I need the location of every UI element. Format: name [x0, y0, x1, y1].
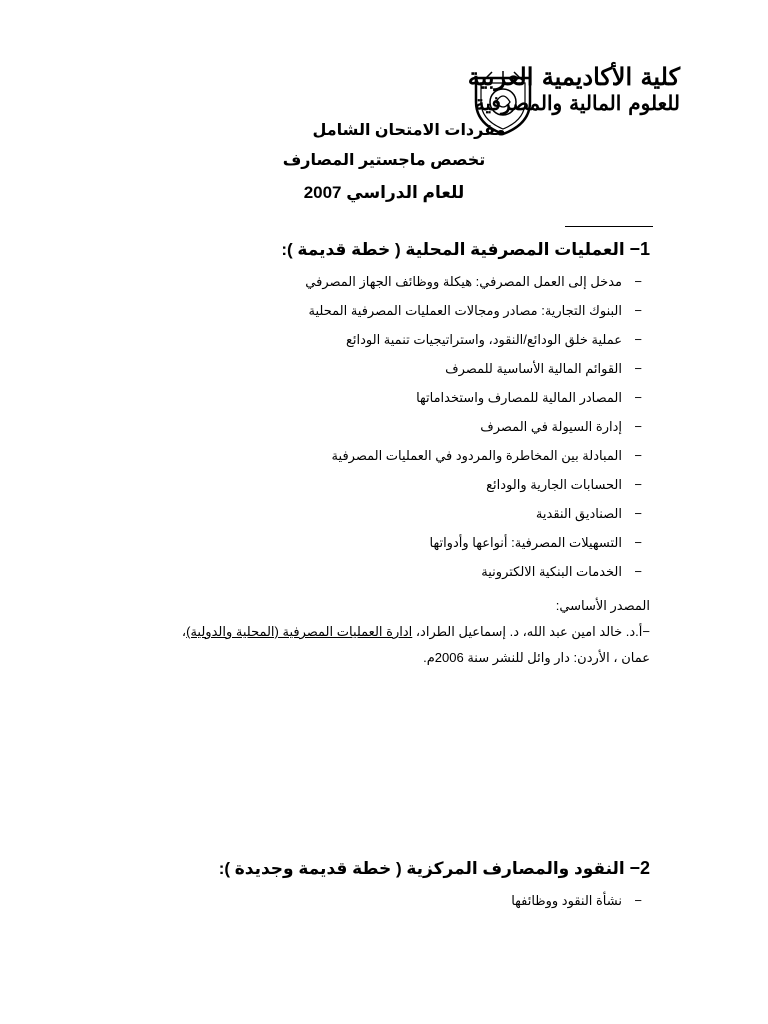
reference-line-2: عمان ، الأردن: دار وائل للنشر سنة 2006م. [423, 650, 650, 665]
bullet-dash: − [634, 448, 642, 463]
bullet-dash: − [634, 419, 642, 434]
topic-text: البنوك التجارية: مصادر ومجالات العمليات المصرفية المحلية [308, 303, 622, 318]
topic-text: المبادلة بين المخاطرة والمردود في العمليات المصرفية [331, 448, 622, 463]
topic-item [305, 441, 642, 470]
logo-line-2: للعلوم المالية والمصرفية [474, 91, 680, 115]
topic-item [305, 267, 642, 296]
topic-text: مدخل إلى العمل المصرفي: هيكلة ووظائف الجهاز المصرفي [305, 274, 622, 289]
bullet-dash: − [634, 390, 642, 405]
topic-item [305, 354, 642, 383]
bullet-dash: − [634, 361, 642, 376]
reference-line-1 [182, 624, 650, 640]
topic-item [305, 325, 642, 354]
bullet-dash: − [634, 332, 642, 347]
divider-line [565, 226, 653, 227]
academic-year: للعام الدراسي 2007 [303, 183, 465, 202]
program-subtitle: تخصص ماجستير المصارف [282, 152, 486, 169]
topic-item [305, 383, 642, 412]
topic-item [305, 412, 642, 441]
topic-text: إدارة السيولة في المصرف [480, 419, 622, 434]
topic-item [305, 528, 642, 557]
section-1-number: 1− [629, 239, 650, 259]
topic-item [511, 886, 642, 915]
exam-title: مفردات الامتحان الشامل [312, 122, 506, 139]
logo-line-1: كلية الأكاديمية العربية [467, 62, 680, 91]
source-label: المصدر الأساسي: [555, 598, 650, 613]
topic-item [305, 296, 642, 325]
topic-text: المصادر المالية للمصارف واستخداماتها [416, 390, 622, 405]
bullet-dash: − [634, 506, 642, 521]
topic-text: الحسابات الجارية والودائع [486, 477, 622, 492]
bullet-dash: − [634, 274, 642, 289]
reference-comma: ، [181, 624, 187, 639]
topic-text: التسهيلات المصرفية: أنواعها وأدواتها [429, 535, 622, 550]
topic-item [305, 499, 642, 528]
reference-authors: −أ.د. خالد امين عبد الله، د. إسماعيل الطراد، [412, 624, 650, 639]
topic-text: القوائم المالية الأساسية للمصرف [445, 361, 622, 376]
bullet-dash: − [634, 564, 642, 579]
section-2-number: 2− [629, 858, 650, 878]
section-2-topic-list [511, 886, 642, 915]
topic-text: نشأة النقود ووظائفها [511, 893, 622, 908]
bullet-dash: − [634, 535, 642, 550]
reference-book-title: ادارة العمليات المصرفية (المحلية والدولية) [186, 624, 413, 639]
section-1-heading [281, 239, 650, 260]
section-1-topic-list [305, 267, 642, 586]
topic-text: عملية خلق الودائع/النقود، واستراتيجيات تنمية الودائع [345, 332, 622, 347]
section-2-heading [219, 858, 650, 879]
topic-item [305, 470, 642, 499]
topic-text: الصناديق النقدية [535, 506, 622, 521]
topic-text: الخدمات البنكية الالكترونية [481, 564, 622, 579]
section-2-title: النقود والمصارف المركزية ( خطة قديمة وجديدة ): [218, 859, 630, 878]
bullet-dash: − [634, 893, 642, 908]
topic-item [305, 557, 642, 586]
bullet-dash: − [634, 477, 642, 492]
bullet-dash: − [634, 303, 642, 318]
section-1-title: العمليات المصرفية المحلية ( خطة قديمة ): [281, 240, 630, 259]
